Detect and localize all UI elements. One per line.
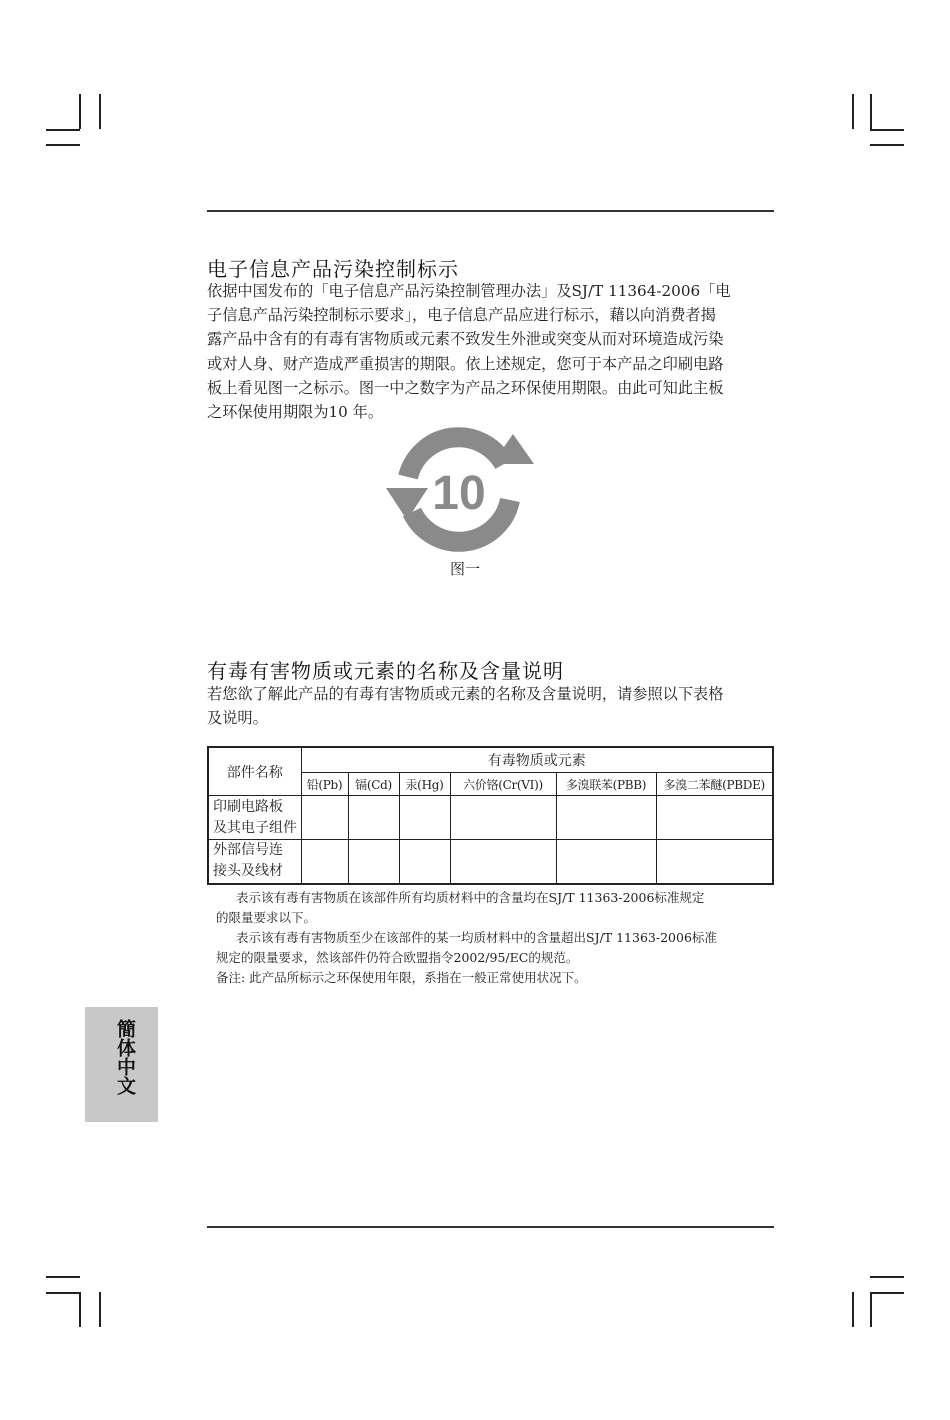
crop-mark xyxy=(870,1292,872,1327)
section-title-hazardous-substances: 有毒有害物质或元素的名称及含量说明 xyxy=(207,659,564,683)
hazardous-substances-paragraph xyxy=(207,682,775,730)
crop-mark xyxy=(870,129,904,131)
part-name-cell xyxy=(208,796,301,840)
table-cell xyxy=(450,796,556,840)
language-tab-label: 簡体中文 xyxy=(114,1019,136,1095)
crop-mark xyxy=(79,1292,81,1327)
crop-mark xyxy=(870,94,872,129)
crop-mark xyxy=(870,1292,904,1294)
language-tab xyxy=(85,1007,158,1122)
note-line: 表示该有毒有害物质至少在该部件的某一均质材料中的含量超出SJ/T 11363-2006标准 xyxy=(236,930,717,945)
note-line: 的限量要求以下。 xyxy=(216,910,317,925)
bottom-rule xyxy=(207,1226,774,1228)
substance-header-cd: 镉(Cd) xyxy=(348,773,399,796)
crop-mark xyxy=(99,1292,101,1327)
table-cell xyxy=(556,796,656,840)
top-rule xyxy=(207,210,774,212)
crop-mark xyxy=(852,1292,854,1327)
table-notes xyxy=(216,888,776,988)
table-row xyxy=(208,796,773,840)
paragraph-line: 板上看见图一之标示。图一中之数字为产品之环保使用期限。由此可知此主板 xyxy=(207,378,724,397)
crop-mark xyxy=(46,129,80,131)
crop-mark xyxy=(46,1276,80,1278)
substance-header-pbde: 多溴二苯醚(PBDE) xyxy=(656,773,773,796)
part-name-line: 印刷电路板 xyxy=(213,798,283,815)
section-title-pollution-mark: 电子信息产品污染控制标示 xyxy=(207,257,459,281)
table-cell xyxy=(450,840,556,884)
crop-mark xyxy=(79,94,81,129)
substance-header-cr6: 六价铬(Cr(VI)) xyxy=(450,773,556,796)
figure-caption: 图一 xyxy=(450,560,481,578)
logo-number: 10 xyxy=(432,467,486,520)
part-name-cell xyxy=(208,840,301,884)
table-cell xyxy=(656,796,773,840)
paragraph-line: 子信息产品污染控制标示要求」，电子信息产品应进行标示，藉以向消费者揭 xyxy=(207,306,716,325)
note-line: 表示该有毒有害物质在该部件所有均质材料中的含量均在SJ/T 11363-2006标准规定 xyxy=(236,890,705,905)
substance-group-header: 有毒物质或元素 xyxy=(301,747,773,773)
paragraph-line: 露产品中含有的有毒有害物质或元素不致发生外泄或突变从而对环境造成污染 xyxy=(207,330,724,349)
crop-mark xyxy=(852,94,854,129)
substance-header-hg: 汞(Hg) xyxy=(399,773,450,796)
crop-mark xyxy=(99,94,101,129)
paragraph-line: 若您欲了解此产品的有毒有害物质或元素的名称及含量说明，请参照以下表格 xyxy=(207,685,724,703)
table-cell xyxy=(301,796,348,840)
paragraph-line: 之环保使用期限为10 年。 xyxy=(207,403,384,422)
hazardous-substance-table xyxy=(207,746,774,885)
table-cell xyxy=(301,840,348,884)
crop-mark xyxy=(46,144,80,146)
part-name-header: 部件名称 xyxy=(208,747,301,796)
note-line: 规定的限量要求，然该部件仍符合欧盟指令2002/95/EC的规范。 xyxy=(216,950,579,965)
note-line: 备注: 此产品所标示之环保使用年限，系指在一般正常使用状况下。 xyxy=(216,970,587,985)
part-name-line: 及其电子组件 xyxy=(213,819,297,836)
table-cell xyxy=(399,840,450,884)
part-name-line: 接头及线材 xyxy=(213,863,283,880)
crop-mark xyxy=(870,1276,904,1278)
paragraph-line: 依据中国发布的「电子信息产品污染控制管理办法」及SJ/T 11364-2006「电 xyxy=(207,282,731,300)
table-cell xyxy=(556,840,656,884)
part-name-line: 外部信号连 xyxy=(213,842,283,859)
paragraph-line: 及说明。 xyxy=(207,709,268,728)
table-cell xyxy=(348,796,399,840)
table-cell xyxy=(656,840,773,884)
crop-mark xyxy=(46,1292,80,1294)
paragraph-line: 或对人身、财产造成严重损害的期限。依上述规定，您可于本产品之印刷电路 xyxy=(207,354,724,373)
table-cell xyxy=(399,796,450,840)
pollution-mark-paragraph xyxy=(207,279,775,424)
substance-header-pbb: 多溴联苯(PBB) xyxy=(556,773,656,796)
crop-mark xyxy=(870,144,904,146)
table-cell xyxy=(348,840,399,884)
efup-10-logo xyxy=(382,422,536,552)
substance-header-pb: 铅(Pb) xyxy=(301,773,348,796)
table-row xyxy=(208,840,773,884)
